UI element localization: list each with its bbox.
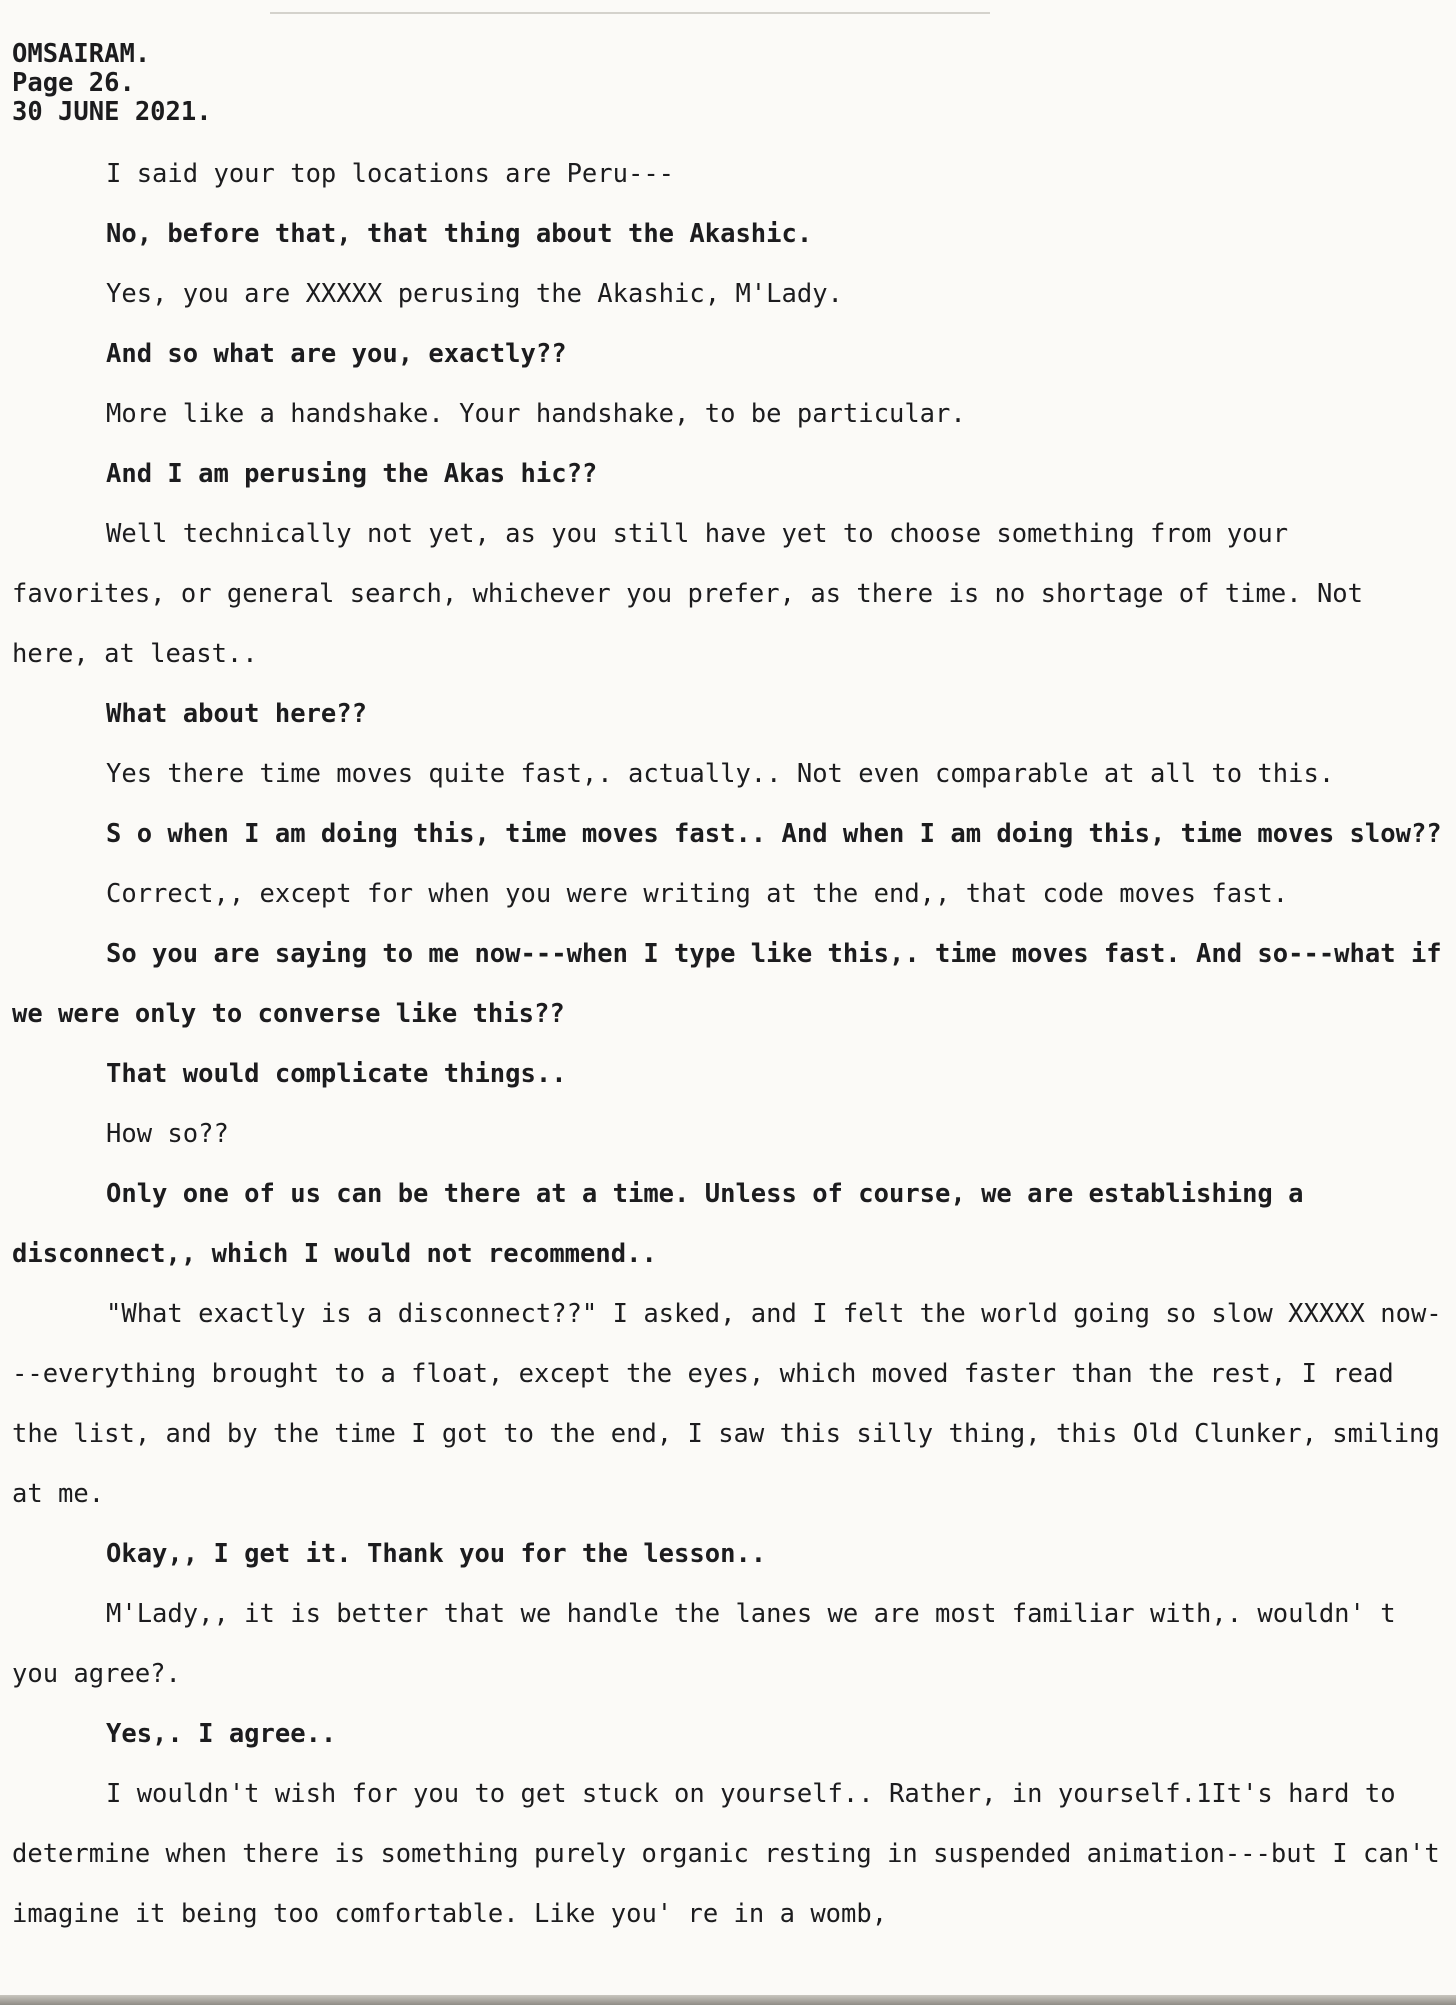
- typewritten-page: [12, 40, 1456, 1944]
- bottom-edge: [0, 1995, 1456, 2005]
- paragraph: And so what are you, exactly??: [106, 339, 567, 369]
- paragraph: "What exactly is a disconnect??" I asked, and I felt the world going so slow XXXXX now---everything brought to a float, except the eyes, which moved faster than the rest, I read the list, and by the time I got to the end, I saw this silly thing, this Old Clunker, smiling at me.: [12, 1299, 1442, 1509]
- page-date: 30 JUNE 2021.: [12, 97, 212, 127]
- paragraph: Yes there time moves quite fast,. actually.. Not even comparable at all to this.: [106, 759, 1335, 789]
- paragraph: That would complicate things..: [106, 1059, 567, 1089]
- paragraph: S o when I am doing this, time moves fast.. And when I am doing this, time moves slow??: [106, 819, 1442, 849]
- paragraph: I wouldn't wish for you to get stuck on yourself.. Rather, in yourself.1It's hard to determine when there is something purely organic resting in suspended animation---but I can't imagine it being too comfortable. Like you' re in a womb,: [12, 1779, 1440, 1929]
- paragraph: Correct,, except for when you were writing at the end,, that code moves fast.: [106, 879, 1289, 909]
- paragraph: More like a handshake. Your handshake, to be particular.: [106, 399, 966, 429]
- paragraph: And I am perusing the Akas hic??: [106, 459, 598, 489]
- paragraph: What about here??: [106, 699, 367, 729]
- paragraph: Yes,. I agree..: [106, 1719, 337, 1749]
- paragraph: So you are saying to me now---when I type like this,. time moves fast. And so---what if we were only to converse like this??: [12, 939, 1442, 1029]
- paragraph: Only one of us can be there at a time. Unless of course, we are establishing a disconnect,, which I would not recommend..: [12, 1179, 1304, 1269]
- body-text: [12, 144, 1456, 1944]
- paragraph: Okay,, I get it. Thank you for the lesson..: [106, 1539, 767, 1569]
- header-title: OMSAIRAM.: [12, 39, 151, 69]
- paragraph: Yes, you are XXXXX perusing the Akashic, M'Lady.: [106, 279, 843, 309]
- paragraph: How so??: [106, 1119, 229, 1149]
- page-header: [12, 40, 1456, 127]
- paragraph: I said your top locations are Peru---: [106, 159, 675, 189]
- paragraph: Well technically not yet, as you still have yet to choose something from your favorites, or general search, whichever you prefer, as there is no shortage of time. Not here, at least..: [12, 519, 1364, 669]
- paragraph: M'Lady,, it is better that we handle the lanes we are most familiar with,. wouldn' t you agree?.: [12, 1599, 1396, 1689]
- page-number: Page 26.: [12, 68, 135, 98]
- top-edge-rule: [270, 12, 990, 14]
- paragraph: No, before that, that thing about the Akashic.: [106, 219, 813, 249]
